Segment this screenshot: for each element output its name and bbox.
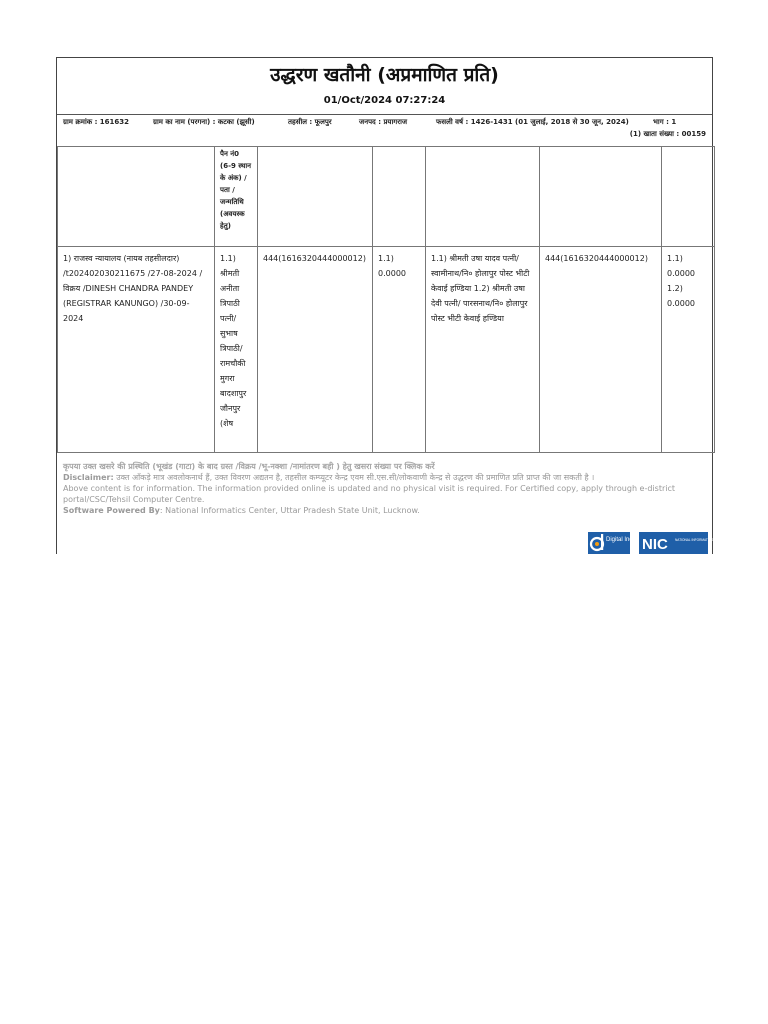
account-number: (1) खाता संख्या : 00159 <box>629 130 706 138</box>
part-number: भाग : 1 <box>653 118 677 126</box>
khasra-status-link[interactable]: कृपया उक्त खसरे की प्रस्थिति (भूखंड (गाटा) के बाद ग्रस्त /विक्रय /भू-नक्शा /नामांतरण बही ) हेतु खसरा संख्या पर क्लिक करें <box>63 462 435 471</box>
header-cell <box>662 147 715 247</box>
disclaimer-english: Above content is for information. The information provided online is updated and no physical visit is required. For Certified copy, apply through e-district portal/CSC/Tehsil Computer Centre. <box>63 484 676 504</box>
powered-by-label: Software Powered By <box>63 506 160 515</box>
footer <box>63 461 705 516</box>
table-cell: 1.1) श्रीमती उषा यादव पत्नी/ स्वामीनाथ/नि० होलापुर पोस्ट भीटी केवाई हण्डिया 1.2) श्रीमती उषा देवी पत्नी/ पारसनाथ/नि० होलापुर पोस्ट भीटी केवाई हण्डिया <box>426 247 540 453</box>
header-cell <box>540 147 662 247</box>
header-cell <box>373 147 426 247</box>
digital-india-text: Digital India <box>606 537 638 543</box>
document-datetime: 01/Oct/2024 07:27:24 <box>323 95 446 106</box>
header-cell <box>258 147 373 247</box>
table-cell: 1.1) 0.0000 <box>373 247 426 453</box>
table-cell: 1) राजस्व न्यायालय (नायब तहसीलदार) /t202402030211675 /27-08-2024 / विक्रय /DINESH CHANDRA PANDEY (REGISTRAR KANUNGO) /30-09-2024 <box>58 247 215 453</box>
khatauni-table <box>57 146 715 453</box>
village-code: ग्राम क्रमांक : 161632 <box>63 118 130 126</box>
nic-text: NIC <box>642 536 668 553</box>
divider <box>57 114 712 115</box>
header-cell <box>58 147 215 247</box>
table-cell: 444(1616320444000012) <box>540 247 662 453</box>
header-cell: पैन नं0 (6-9 स्थान के अंक) / पता / जन्मतिथि (अवयस्क हेतु) <box>215 147 258 247</box>
powered-by <box>63 505 705 516</box>
district: जनपद : प्रयागराज <box>359 118 408 126</box>
nic-logo <box>639 532 728 554</box>
tehsil: तहसील : फूलपुर <box>288 118 332 126</box>
nic-caption: NATIONAL INFORMATICS CENTRE <box>675 538 728 542</box>
table-cell: 1.1) 0.0000 1.2) 0.0000 <box>662 247 715 453</box>
disclaimer-label: Disclaimer: <box>63 473 114 482</box>
header-cell <box>426 147 540 247</box>
table-cell: 1.1) श्रीमती अनीता त्रिपाठी पत्नी/ सुभाष त्रिपाठी/ रामचौकी मुगरा बादशापुर जौनपुर (शेष <box>215 247 258 453</box>
table-cell: 444(1616320444000012) <box>258 247 373 453</box>
table-header-row <box>58 147 715 247</box>
table-row <box>58 247 715 453</box>
disclaimer <box>63 472 705 483</box>
fasli-year: फसली वर्ष : 1426-1431 (01 जुलाई, 2018 से 30 जून, 2024) <box>436 118 629 126</box>
document-title: उद्धरण खतौनी (अप्रमाणित प्रति) <box>270 64 499 86</box>
digital-india-logo <box>588 532 638 554</box>
powered-by-text: : National Informatics Center, Uttar Pradesh State Unit, Lucknow. <box>159 506 420 515</box>
disclaimer-hindi: उक्त आँकड़े मात्र अवलोकनार्थ हैं, उक्त विवरण अद्यतन है, तहसील कम्प्यूटर केन्द्र एवम सी.एस.सी/लोकवाणी केन्द्र से उद्धरण की प्रमाणित प्रति प्राप्त की जा सकती है । <box>116 473 595 482</box>
document-sheet <box>56 57 728 554</box>
village-name: ग्राम का नाम (परगना) : कटका (झूसी) <box>153 118 255 126</box>
